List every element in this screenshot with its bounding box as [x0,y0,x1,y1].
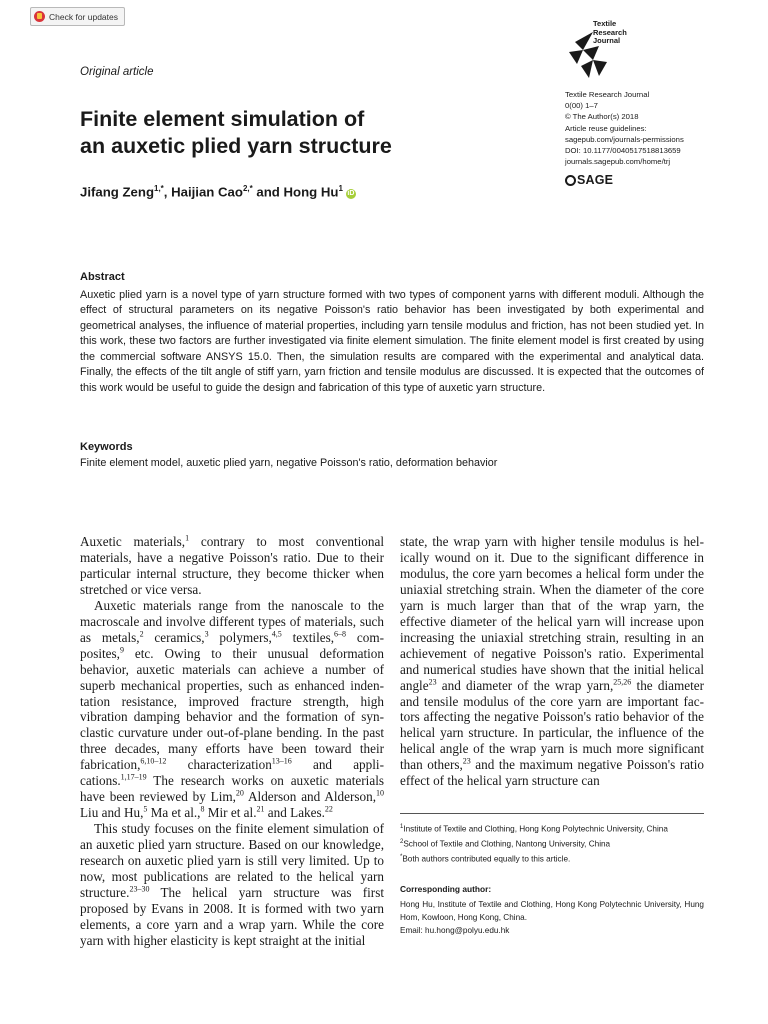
author-affiliation: 1 [338,184,343,193]
citation-superscript: 23 [428,677,437,687]
author-name: Hong Hu [283,184,339,200]
citation-superscript: 25,26 [613,677,632,687]
citation-superscript: 6–8 [334,629,347,639]
citation-superscript: 5 [143,804,148,814]
footnote-item: $^1$Institute of Textile and Clothing, Hong Kong Polytechnic University, China [400,824,668,834]
journal-permissions-link[interactable]: sagepub.com/journals-permissions [565,134,684,144]
citation-superscript: 2 [400,838,404,845]
footnote-divider [400,813,704,814]
author-list [80,184,356,199]
citation-superscript: 2 [139,629,144,639]
body-paragraph: state, the wrap yarn with higher tensile modulus is helically wound on it. Due to the significant difference in modulus, the core yarn becomes a helical form under the uniaxial stretching strain. When the diameter of the core yarn is much larger than that of the wrap yarn, the effective diameter of the helical yarn will increase upon increasing the uniaxial stretching strain, resulting in an achievement of negative Poisson's ratio. Experimental and numerical studies have shown that the initial helical angle$^{23}$ and diameter of the wrap yarn,$^{25,26}$ the diameter and tensile modulus of the core yarn are important factors affecting the negative Poisson's ratio behavior of the helical yarn structure. In particular, the influence of the helical angle of the wrap yarn is much more significant than others,$^{23}$ and the maximum negative Poisson's ratio effect of the helical yarn structure can [400,534,704,789]
author-separator: , [163,184,172,200]
citation-superscript: 22 [324,804,333,814]
citation-superscript: * [400,853,403,860]
journal-name: Textile Research Journal [565,90,650,99]
check-for-updates-badge[interactable] [30,7,125,26]
body-paragraph: Auxetic materials range from the nanoscale to the macroscale and involve different types of materials, such as metals,$^2$ ceramics,$^3$ polymers,$^{4,5}$ textiles,$^{6-8}$ composites,$^9$ etc. Owing to their unusual deformation behavior, auxetic materials can achieve a number of superb mechanical properties, such as enhanced indentation resistance, improved fracture strength, high vibration damping behavior and the formation of synclastic curvature under out-of-plane bending. In the past three decades, many efforts have been toward their fabrication,$^{6,10-12}$ characterization$^{13-16}$ and applications.$^{1,17-19}$ The research works on auxetic materials have been reviewed by Lim,$^{20}$ Alderson and Alderson,$^{10}$ Liu and Hu,$^5$ Ma et al.,$^8$ Mir et al.$^{21}$ and Lakes.$^{22}$ [80,597,384,821]
author-affiliation: 2,* [242,184,253,193]
author-name: Haijian Cao [171,184,243,200]
citation-superscript: 23 [462,756,471,766]
publisher-name: SAGE [577,173,614,187]
citation-superscript: 1,17–19 [120,772,147,782]
check-updates-icon [34,11,45,22]
abstract-heading: Abstract [80,271,125,283]
citation-superscript: 9 [119,645,124,655]
journal-reuse-label: Article reuse guidelines: [565,123,647,133]
abstract-text: Auxetic plied yarn is a novel type of yarn structure formed with two types of component yarns with different moduli. Although the effect of structural parameters on its negative Poisson's ratio behavior has been investigated by both experimental and geometrical analyses, the influence of material properties, including yarn tensile modulus and friction, has not been studied yet. In this work, these two factors are further investigated via finite element simulation. The finite element model is first created by using the commercial software ANSYS 15.0. Then, the simulation results are compared with the experimental and analytical data. Finally, the effects of the tilt angle of stiff yarn, yarn friction and tensile modulus are discussed. It is expected that the outcomes of this work would be useful to guide the design and fabrication of this type of auxetic yarn structure. [80,289,704,394]
keywords-heading: Keywords [80,441,133,453]
corresponding-author-email[interactable]: Email: hu.hong@polyu.edu.hk [400,926,510,936]
affiliation-footnotes [400,821,704,866]
citation-superscript: 23–30 [129,884,150,894]
citation-superscript: 20 [235,788,244,798]
citation-superscript: 3 [204,629,209,639]
author-separator: and [252,184,284,200]
check-for-updates-label: Check for updates [49,11,118,22]
journal-copyright: © The Author(s) 2018 [565,112,639,122]
body-column-left [80,534,384,949]
body-paragraph: Auxetic materials,$^1$ contrary to most conventional materials, have a negative Poisson's ratio. Due to their particular internal structure, they become thicker when stretched or vice versa. [80,533,384,597]
page-title: Finite element simulation of an auxetic plied yarn structure [80,107,392,158]
journal-logo-text: Textile Research Journal [593,19,627,45]
journal-info [565,89,684,167]
journal-doi[interactable]: DOI: 10.1177/0040517518813659 [565,146,681,156]
corresponding-author-details [400,898,704,938]
citation-superscript: 21 [256,804,265,814]
footnote-item: *Both authors contributed equally to this article. [400,853,571,864]
keywords-text: Finite element model, auxetic plied yarn, negative Poisson's ratio, deformation behavior [80,457,498,469]
journal-logo [563,20,643,85]
citation-superscript: 13–16 [271,756,292,766]
sage-logo-icon [565,175,576,186]
footnote-item: $^2$School of Textile and Clothing, Nantong University, China [400,838,611,849]
citation-superscript: 4,5 [271,629,282,639]
article-type: Original article [80,66,154,78]
journal-volume: 0(00) 1–7 [565,101,598,111]
citation-superscript: 6,10–12 [140,756,167,766]
author-affiliation: 1,* [154,184,164,193]
publisher-logo [565,173,613,187]
citation-superscript: 1 [400,824,404,830]
body-column-right [400,534,704,789]
author-name: Jifang Zeng [80,184,154,200]
journal-home-link[interactable]: journals.sagepub.com/home/trj [565,157,671,167]
citation-superscript: 8 [200,804,205,814]
citation-superscript: 1 [185,533,190,543]
corresponding-author-address: Hong Hu, Institute of Textile and Clothing, Hong Kong Polytechnic University, Hung Hom, Kowloon, Hong Kong, China. [400,900,704,923]
citation-superscript: 10 [376,788,384,798]
body-paragraph: This study focuses on the finite element simulation of an auxetic plied yarn structure. Based on our knowledge, research on auxetic plied yarn is still very limited. Up to now, most publications are related to the helical yarn structure.$^{23-30}$ The helical yarn structure was first proposed by Evans in 2008. It is formed with two yarn elements, a core yarn and a wrap yarn. While the core yarn with higher elasticity is kept straight at the initial [80,821,384,948]
corresponding-author-heading: Corresponding author: [400,884,492,894]
orcid-icon[interactable]: iD [347,190,355,198]
